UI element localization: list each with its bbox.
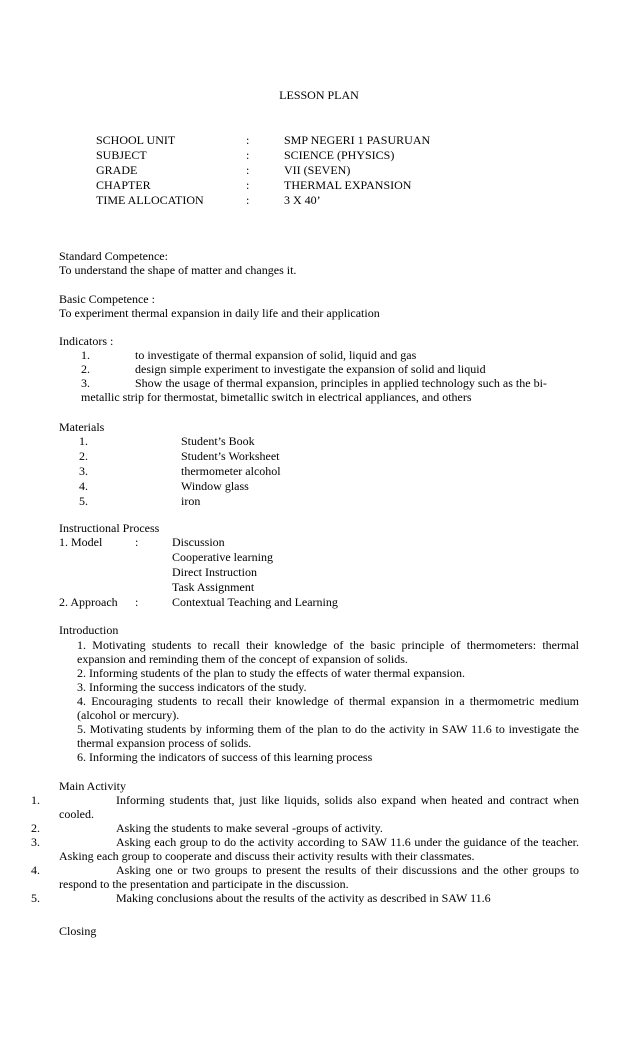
- item-number: 4.: [79, 479, 88, 493]
- approach-label: 2. Approach: [59, 595, 118, 609]
- header-label: TIME ALLOCATION: [96, 193, 204, 207]
- list-item: [59, 479, 579, 494]
- instructional-heading: Instructional Process: [59, 521, 160, 535]
- item-text: Asking one or two groups to present the results of their discussions and the other groups to respond to the presentation and participate in the discussion.: [59, 863, 579, 891]
- closing-section: [59, 924, 579, 938]
- header-label: SUBJECT: [96, 148, 147, 162]
- item-text: to investigate of thermal expansion of solid, liquid and gas: [135, 348, 417, 362]
- list-item: [59, 464, 579, 479]
- basic-competence-section: [59, 292, 579, 320]
- model-row: [59, 580, 579, 595]
- item-number: 3.: [79, 464, 88, 478]
- item-text: Asking the students to make several -groups of activity.: [116, 821, 383, 835]
- model-row: [59, 565, 579, 580]
- header-label: CHAPTER: [96, 178, 151, 192]
- list-item: [31, 835, 579, 863]
- list-item: [31, 793, 579, 821]
- header-label: GRADE: [96, 163, 138, 177]
- list-item: 6. Informing the indicators of success of this learning process: [77, 750, 373, 764]
- item-text: Informing students that, just like liquids, solids also expand when heated and contract when cooled.: [59, 793, 579, 821]
- model-item: Discussion: [172, 535, 225, 549]
- page-title: LESSON PLAN: [279, 88, 359, 102]
- list-item: 5. Motivating students by informing them of the plan to do the activity in SAW 11.6 to investigate the thermal expansion process of solids.: [77, 722, 579, 750]
- header-separator: :: [246, 148, 250, 162]
- header-separator: :: [246, 133, 250, 147]
- header-value: 3 X 40’: [284, 193, 321, 207]
- list-item: 3. Informing the success indicators of the study.: [77, 680, 307, 694]
- approach-value: Contextual Teaching and Learning: [172, 595, 338, 609]
- standard-competence-section: [59, 249, 579, 277]
- instructional-process-section: [59, 521, 579, 610]
- item-number: 3.: [31, 835, 40, 849]
- item-number: 1.: [31, 793, 40, 807]
- item-number: 1.: [81, 348, 90, 362]
- header-separator: :: [246, 193, 250, 207]
- model-item: Task Assignment: [172, 580, 255, 594]
- materials-heading: Materials: [59, 420, 105, 434]
- header-value: SMP NEGERI 1 PASURUAN: [284, 133, 431, 147]
- item-number: 2.: [79, 449, 88, 463]
- main-activity-heading: Main Activity: [59, 779, 126, 793]
- model-item: Cooperative learning: [172, 550, 273, 564]
- list-item: [31, 821, 579, 835]
- model-item: Direct Instruction: [172, 565, 257, 579]
- item-text: design simple experiment to investigate the expansion of solid and liquid: [135, 362, 486, 376]
- approach-row: [59, 595, 579, 610]
- standard-competence-text: To understand the shape of matter and changes it.: [59, 263, 297, 277]
- item-text: thermometer alcohol: [181, 464, 281, 478]
- item-text: Show the usage of thermal expansion, principles in applied technology such as the bi-: [135, 376, 547, 390]
- indicators-section: [59, 334, 579, 404]
- item-number: 2.: [31, 821, 40, 835]
- header-value: SCIENCE (PHYSICS): [284, 148, 395, 162]
- list-item: [59, 434, 579, 449]
- list-item: [59, 449, 579, 464]
- list-item: [59, 348, 579, 362]
- item-text: Student’s Worksheet: [181, 449, 280, 463]
- main-activity-section: [31, 779, 579, 905]
- item-text: Asking each group to do the activity according to SAW 11.6 under the guidance of the teacher. Asking each group to cooperate and discuss their activity results with their classmates.: [59, 835, 579, 863]
- item-number: 5.: [79, 494, 88, 508]
- indicators-heading: Indicators :: [59, 334, 114, 348]
- list-item: [31, 891, 579, 905]
- header-separator: :: [246, 178, 250, 192]
- item-number: 3.: [81, 376, 90, 390]
- model-row: [59, 550, 579, 565]
- model-label: 1. Model: [59, 535, 103, 549]
- item-number: 2.: [81, 362, 90, 376]
- closing-heading: Closing: [59, 924, 97, 938]
- item-text: Student’s Book: [181, 434, 255, 448]
- indicator-continuation: metallic strip for thermostat, bimetallic switch in electrical appliances, and others: [81, 390, 472, 404]
- item-text: iron: [181, 494, 201, 508]
- approach-separator: :: [135, 595, 139, 609]
- item-number: 5.: [31, 891, 40, 905]
- model-separator: :: [135, 535, 139, 549]
- item-text: Window glass: [181, 479, 249, 493]
- basic-competence-heading: Basic Competence :: [59, 292, 155, 306]
- list-item: 4. Encouraging students to recall their knowledge of thermal expansion in a thermometric medium (alcohol or mercury).: [77, 694, 579, 722]
- materials-section: [59, 420, 579, 509]
- list-item: 2. Informing students of the plan to study the effects of water thermal expansion.: [77, 666, 466, 680]
- list-item: [59, 362, 579, 376]
- header-separator: :: [246, 163, 250, 177]
- header-value: THERMAL EXPANSION: [284, 178, 412, 192]
- list-item: [31, 863, 579, 891]
- list-item: [59, 494, 579, 509]
- list-item: [59, 376, 579, 390]
- standard-competence-heading: Standard Competence:: [59, 249, 168, 263]
- header-value: VII (SEVEN): [284, 163, 351, 177]
- list-item: 1. Motivating students to recall their knowledge of the basic principle of thermometers: thermal expansion and reminding them of the concept of expansion of solids.: [77, 638, 579, 666]
- header-label: SCHOOL UNIT: [96, 133, 176, 147]
- basic-competence-text: To experiment thermal expansion in daily life and their application: [59, 306, 380, 320]
- introduction-section: [59, 623, 579, 764]
- model-row: [59, 535, 579, 550]
- introduction-heading: Introduction: [59, 623, 119, 637]
- item-number: 4.: [31, 863, 40, 877]
- item-number: 1.: [79, 434, 88, 448]
- item-text: Making conclusions about the results of the activity as described in SAW 11.6: [116, 891, 491, 905]
